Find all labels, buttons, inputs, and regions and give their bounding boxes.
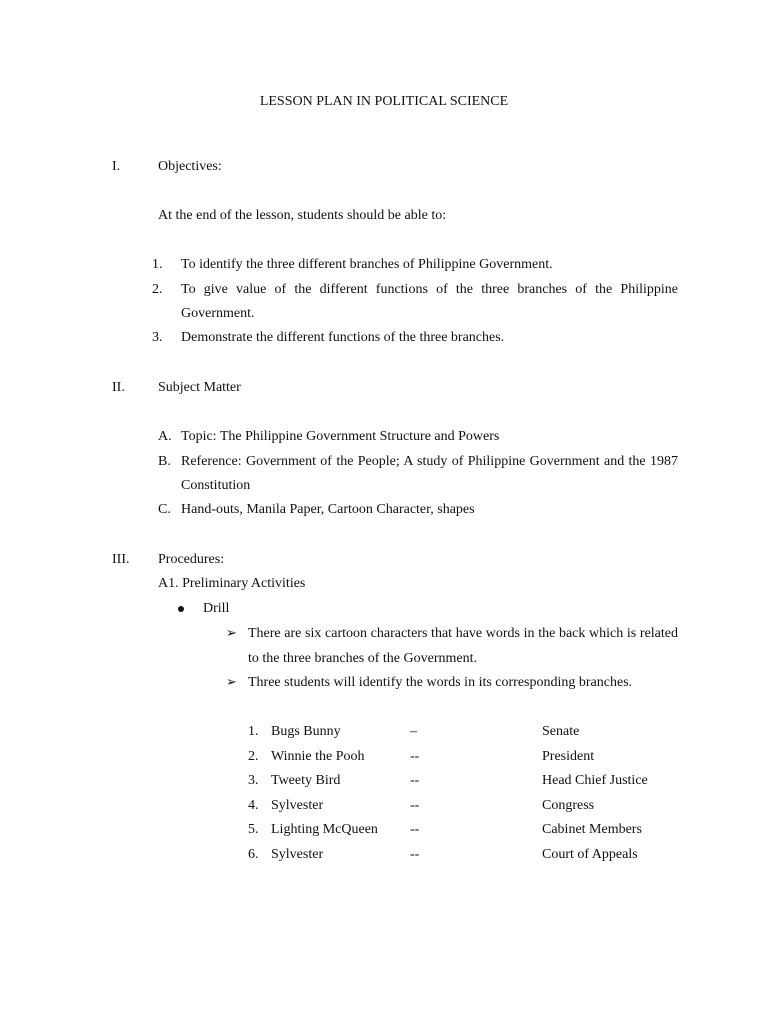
separator-dash: --: [410, 749, 420, 764]
objective-text-line: To give value of the different functions of the three branches of the Philippine: [181, 282, 678, 297]
document-title: LESSON PLAN IN POLITICAL SCIENCE: [259, 94, 509, 109]
separator-dash: --: [410, 773, 420, 788]
bullet-text: Drill: [203, 601, 230, 616]
subject-text-line: Constitution: [181, 478, 251, 493]
separator-dash: --: [410, 822, 420, 837]
arrow-bullet-icon: ➢: [226, 675, 237, 690]
objectives-intro: At the end of the lesson, students should be able to:: [158, 208, 447, 223]
section-2-heading: Subject Matter: [158, 380, 241, 395]
section-3-numeral: III.: [112, 552, 130, 567]
list-number: 6.: [248, 847, 259, 862]
list-number: 5.: [248, 822, 259, 837]
procedures-subheading: A1. Preliminary Activities: [158, 576, 306, 591]
character-name: Winnie the Pooh: [271, 749, 365, 764]
branch-word: President: [542, 749, 595, 764]
branch-word: Congress: [542, 798, 595, 813]
objective-number: 1.: [152, 257, 163, 272]
branch-word: Cabinet Members: [542, 822, 642, 837]
subject-text: Hand-outs, Manila Paper, Cartoon Character, shapes: [181, 502, 475, 517]
character-name: Bugs Bunny: [271, 724, 341, 739]
arrow-bullet-icon: ➢: [226, 626, 237, 641]
list-number: 4.: [248, 798, 259, 813]
subject-letter: A.: [158, 429, 172, 444]
branch-word: Court of Appeals: [542, 847, 638, 862]
list-number: 2.: [248, 749, 259, 764]
subject-letter: B.: [158, 454, 171, 469]
objective-text-line: Government.: [181, 306, 255, 321]
objective-text: To identify the three different branches of Philippine Government.: [181, 257, 553, 272]
subject-letter: C.: [158, 502, 171, 517]
arrow-item-text-line: There are six cartoon characters that have words in the back which is related: [248, 626, 678, 641]
subject-text-line: Reference: Government of the People; A study of Philippine Government and the 1987: [181, 454, 678, 469]
branch-word: Senate: [542, 724, 580, 739]
arrow-item-text-line: to the three branches of the Government.: [248, 651, 477, 666]
bullet-icon: [178, 606, 184, 612]
list-number: 3.: [248, 773, 259, 788]
character-name: Tweety Bird: [271, 773, 341, 788]
character-name: Sylvester: [271, 847, 324, 862]
section-3-heading: Procedures:: [158, 552, 225, 567]
objective-number: 2.: [152, 282, 163, 297]
objective-text: Demonstrate the different functions of the three branches.: [181, 330, 505, 345]
character-name: Sylvester: [271, 798, 324, 813]
list-number: 1.: [248, 724, 259, 739]
separator-dash: --: [410, 798, 420, 813]
branch-word: Head Chief Justice: [542, 773, 648, 788]
objective-number: 3.: [152, 330, 163, 345]
separator-dash: –: [410, 724, 417, 739]
separator-dash: --: [410, 847, 420, 862]
arrow-item-text: Three students will identify the words in its corresponding branches.: [248, 675, 633, 690]
section-1-numeral: I.: [112, 159, 121, 174]
section-2-numeral: II.: [112, 380, 125, 395]
subject-text: Topic: The Philippine Government Structure and Powers: [181, 429, 500, 444]
character-name: Lighting McQueen: [271, 822, 378, 837]
section-1-heading: Objectives:: [158, 159, 222, 174]
